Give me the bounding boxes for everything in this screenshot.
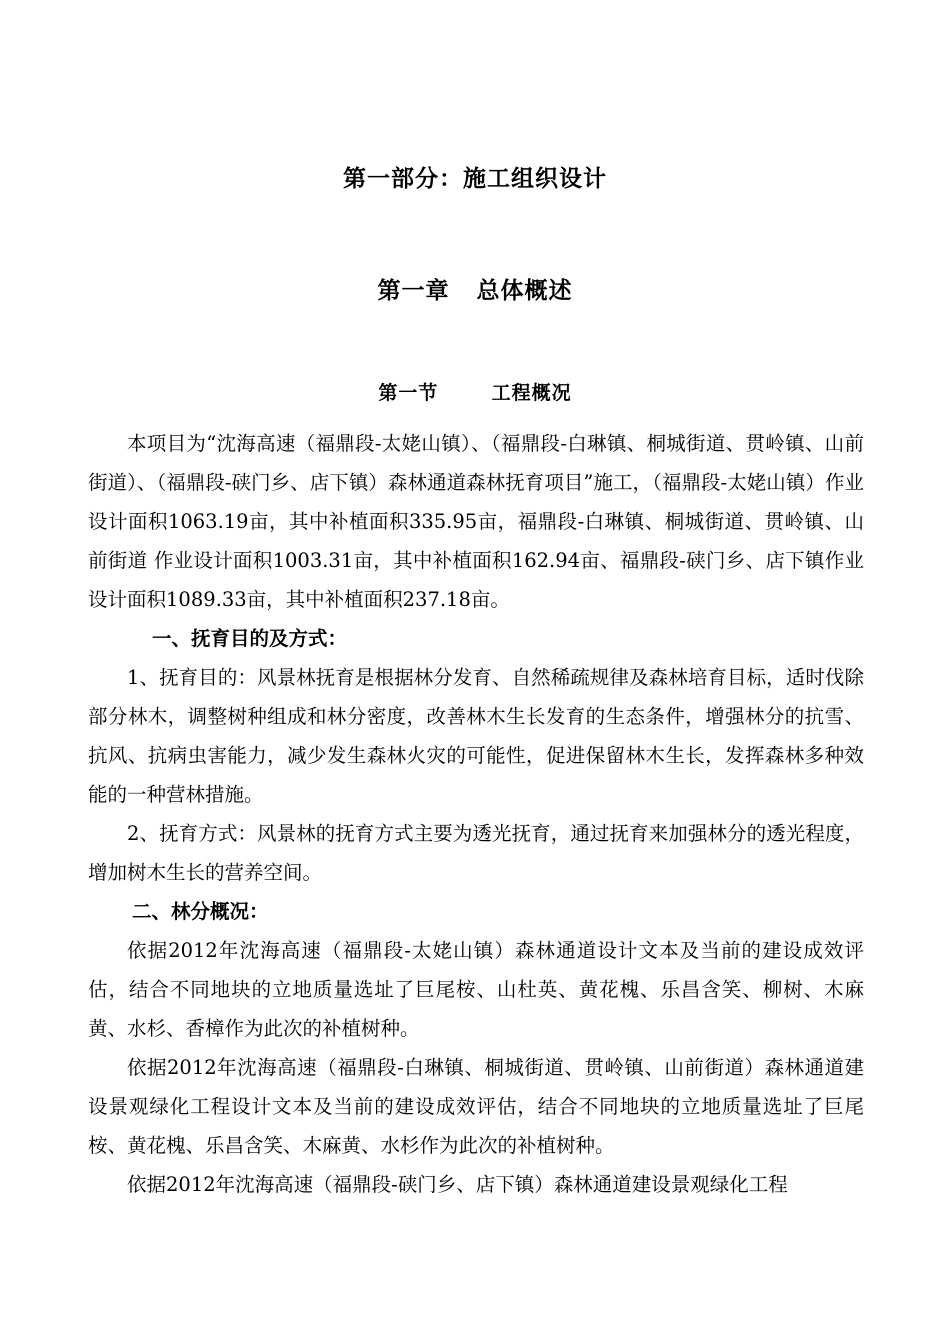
heading-purpose: 一、抚育目的及方式： <box>152 627 348 650</box>
heading-stand-overview: 二、林分概况： <box>132 900 269 923</box>
stand-paragraph-2: 依据2012年沈海高速（福鼎段-白琳镇、桐城街道、贯岭镇、山前街道）森林通道建设景观绿化工程设计文本及当前的建设成效评估，结合不同地块的立地质量选址了巨尾桉、黄花槐、乐昌含笑、木麻黄、水杉作为此次的补植树种。 <box>88 1056 864 1157</box>
intro-paragraph: 本项目为“沈海高速（福鼎段-太姥山镇）、（福鼎段-白琳镇、桐城街道、贯岭镇、山前街道）、（福鼎段-硖门乡、店下镇）森林通道森林抚育项目”施工，（福鼎段-太姥山镇）作业设计面积1063.19亩，其中补植面积335.95亩，福鼎段-白琳镇、桐城街道、贯岭镇、山前街道 作业设计面积1003.31亩，其中补植面积162.94亩、福鼎段-硖门乡、店下镇作业设计面积1089.33亩，其中补植面积237.18亩。 <box>88 432 864 611</box>
stand-paragraph-1: 依据2012年沈海高速（福鼎段-太姥山镇）森林通道设计文本及当前的建设成效评估，结合不同地块的立地质量选址了巨尾桉、山杜英、黄花槐、乐昌含笑、柳树、木麻黄、水杉、香樟作为此次的补植树种。 <box>88 939 864 1040</box>
part-title: 第一部分：施工组织设计 <box>343 165 607 192</box>
section-title <box>0 378 950 405</box>
chapter-title <box>0 272 950 305</box>
section-name: 工程概况 <box>491 382 572 404</box>
stand-paragraph-3: 依据2012年沈海高速（福鼎段-硖门乡、店下镇）森林通道建设景观绿化工程 <box>127 1173 788 1196</box>
chapter-number: 第一章 <box>377 277 450 304</box>
chapter-name: 总体概述 <box>476 277 573 304</box>
document-body <box>88 424 864 1204</box>
purpose-item: 1、抚育目的：风景林抚育是根据林分发育、自然稀疏规律及森林培育目标，适时伐除部分林木，调整树种组成和林分密度，改善林木生长发育的生态条件，增强林分的抗雪、抗风、抗病虫害能力，减少发生森林火灾的可能性，促进保留林木生长，发挥森林多种效能的一种营林措施。 <box>88 666 864 806</box>
section-number: 第一节 <box>378 382 439 404</box>
method-item: 2、抚育方式：风景林的抚育方式主要为透光抚育，通过抚育来加强林分的透光程度，增加树木生长的营养空间。 <box>88 822 864 884</box>
